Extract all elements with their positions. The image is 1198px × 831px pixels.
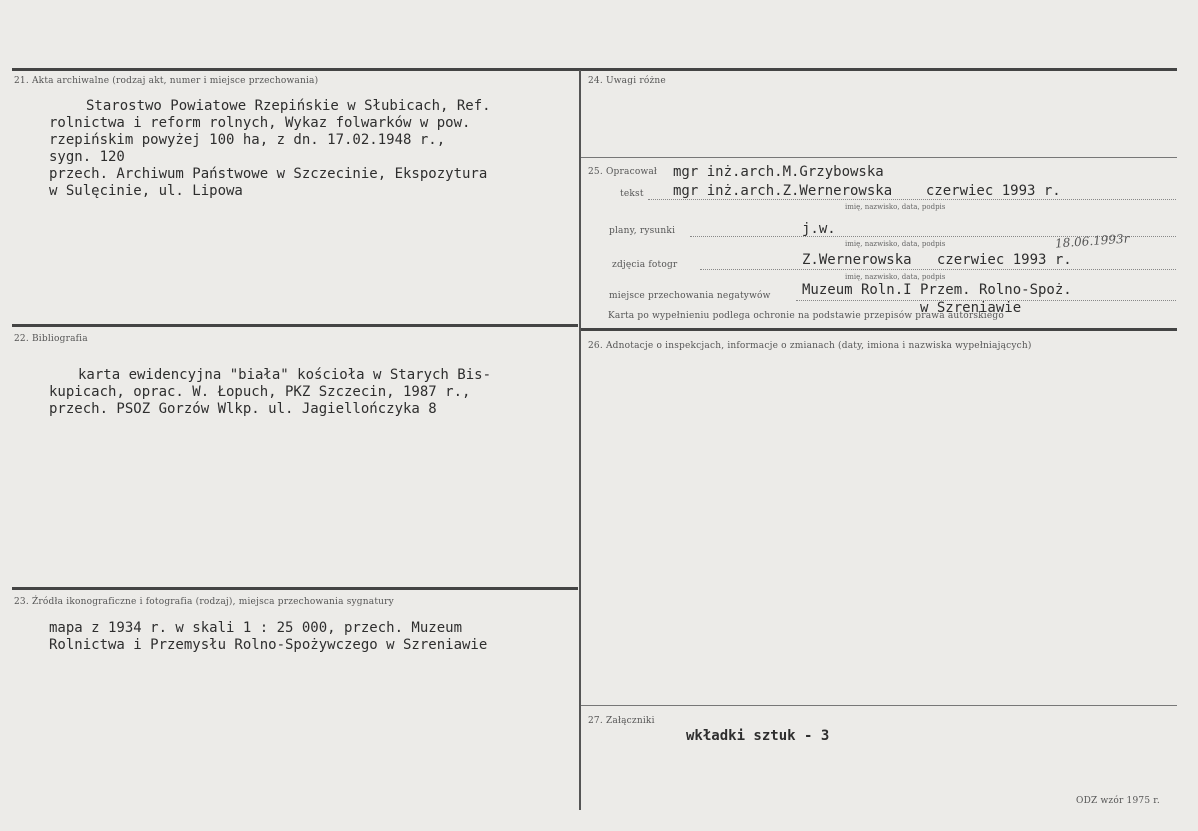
tekst-label: tekst: [620, 189, 644, 199]
section-22-label: 22. Bibliografia: [14, 334, 88, 344]
copyright-note: Karta po wypełnieniu podlega ochronie na podstawie przepisów prawa autorskiego: [608, 311, 1004, 321]
plany-value: j.w.: [802, 221, 836, 237]
author-line-2: mgr inż.arch.Z.Wernerowska czerwiec 1993 r.: [673, 183, 1061, 199]
plany-label: plany, rysunki: [609, 226, 676, 236]
section-23-line: Rolnictwa i Przemysłu Rolno-Spożywczego w Szreniawie: [49, 637, 488, 653]
zdjecia-label: zdjęcia fotogr: [612, 260, 678, 270]
left-rule-23: [12, 587, 578, 590]
section-21-label: 21. Akta archiwalne (rodzaj akt, numer i miejsce przechowania): [14, 76, 319, 86]
zdjecia-dotted-line: [700, 269, 1176, 270]
author-line-1: mgr inż.arch.M.Grzybowska: [673, 164, 884, 180]
negatyw-line-1: Muzeum Roln.I Przem. Rolno-Spoż.: [802, 282, 1072, 298]
negatyw-label: miejsce przechowania negatywów: [609, 291, 771, 301]
section-21-line: przech. Archiwum Państwowe w Szczecinie, Ekspozytura: [49, 166, 488, 182]
caption-name-date-signature: imię, nazwisko, data, podpis: [845, 203, 946, 211]
section-21-line: rolnictwa i reform rolnych, Wykaz folwarków w pow.: [49, 115, 471, 131]
right-rule-27: [581, 705, 1177, 706]
tekst-dotted-line: [648, 199, 1176, 200]
section-21-line: sygn. 120: [49, 149, 125, 165]
section-22-line: przech. PSOZ Gorzów Wlkp. ul. Jagiellończyka 8: [49, 401, 437, 417]
caption-name-date-signature: imię, nazwisko, data, podpis: [845, 240, 946, 248]
top-rule: [12, 68, 1177, 71]
section-25-label: 25. Opracował: [588, 167, 658, 177]
section-21-line: w Sulęcinie, ul. Lipowa: [49, 183, 243, 199]
zdjecia-value: Z.Wernerowska czerwiec 1993 r.: [802, 252, 1072, 268]
left-rule-22: [12, 324, 578, 327]
section-22-line: kupicach, oprac. W. Łopuch, PKZ Szczecin, 1987 r.,: [49, 384, 471, 400]
center-divider: [579, 70, 581, 810]
section-21-line: Starostwo Powiatowe Rzepińskie w Słubicach, Ref.: [86, 98, 491, 114]
section-24-label: 24. Uwagi różne: [588, 76, 666, 86]
section-21-line: rzepińskim powyżej 100 ha, z dn. 17.02.1948 r.,: [49, 132, 446, 148]
handwritten-date: 18.06.1993r: [1054, 231, 1130, 251]
section-22-line: karta ewidencyjna "biała" kościoła w Starych Bis-: [78, 367, 492, 383]
right-rule-26: [581, 328, 1177, 331]
section-27-label: 27. Załączniki: [588, 716, 655, 726]
negatyw-line-2: w Szreniawie: [920, 300, 1022, 316]
section-23-line: mapa z 1934 r. w skali 1 : 25 000, przech. Muzeum: [49, 620, 463, 636]
caption-name-date-signature: imię, nazwisko, data, podpis: [845, 273, 946, 281]
section-26-label: 26. Adnotacje o inspekcjach, informacje o zmianach (daty, imiona i nazwiska wypełniających): [588, 341, 1032, 351]
attachments-value: wkładki sztuk - 3: [686, 728, 830, 744]
right-rule-25: [581, 157, 1177, 158]
form-id: ODZ wzór 1975 r.: [1076, 796, 1160, 806]
section-23-label: 23. Źródła ikonograficzne i fotografia (rodzaj), miejsca przechowania sygnatury: [14, 597, 394, 607]
